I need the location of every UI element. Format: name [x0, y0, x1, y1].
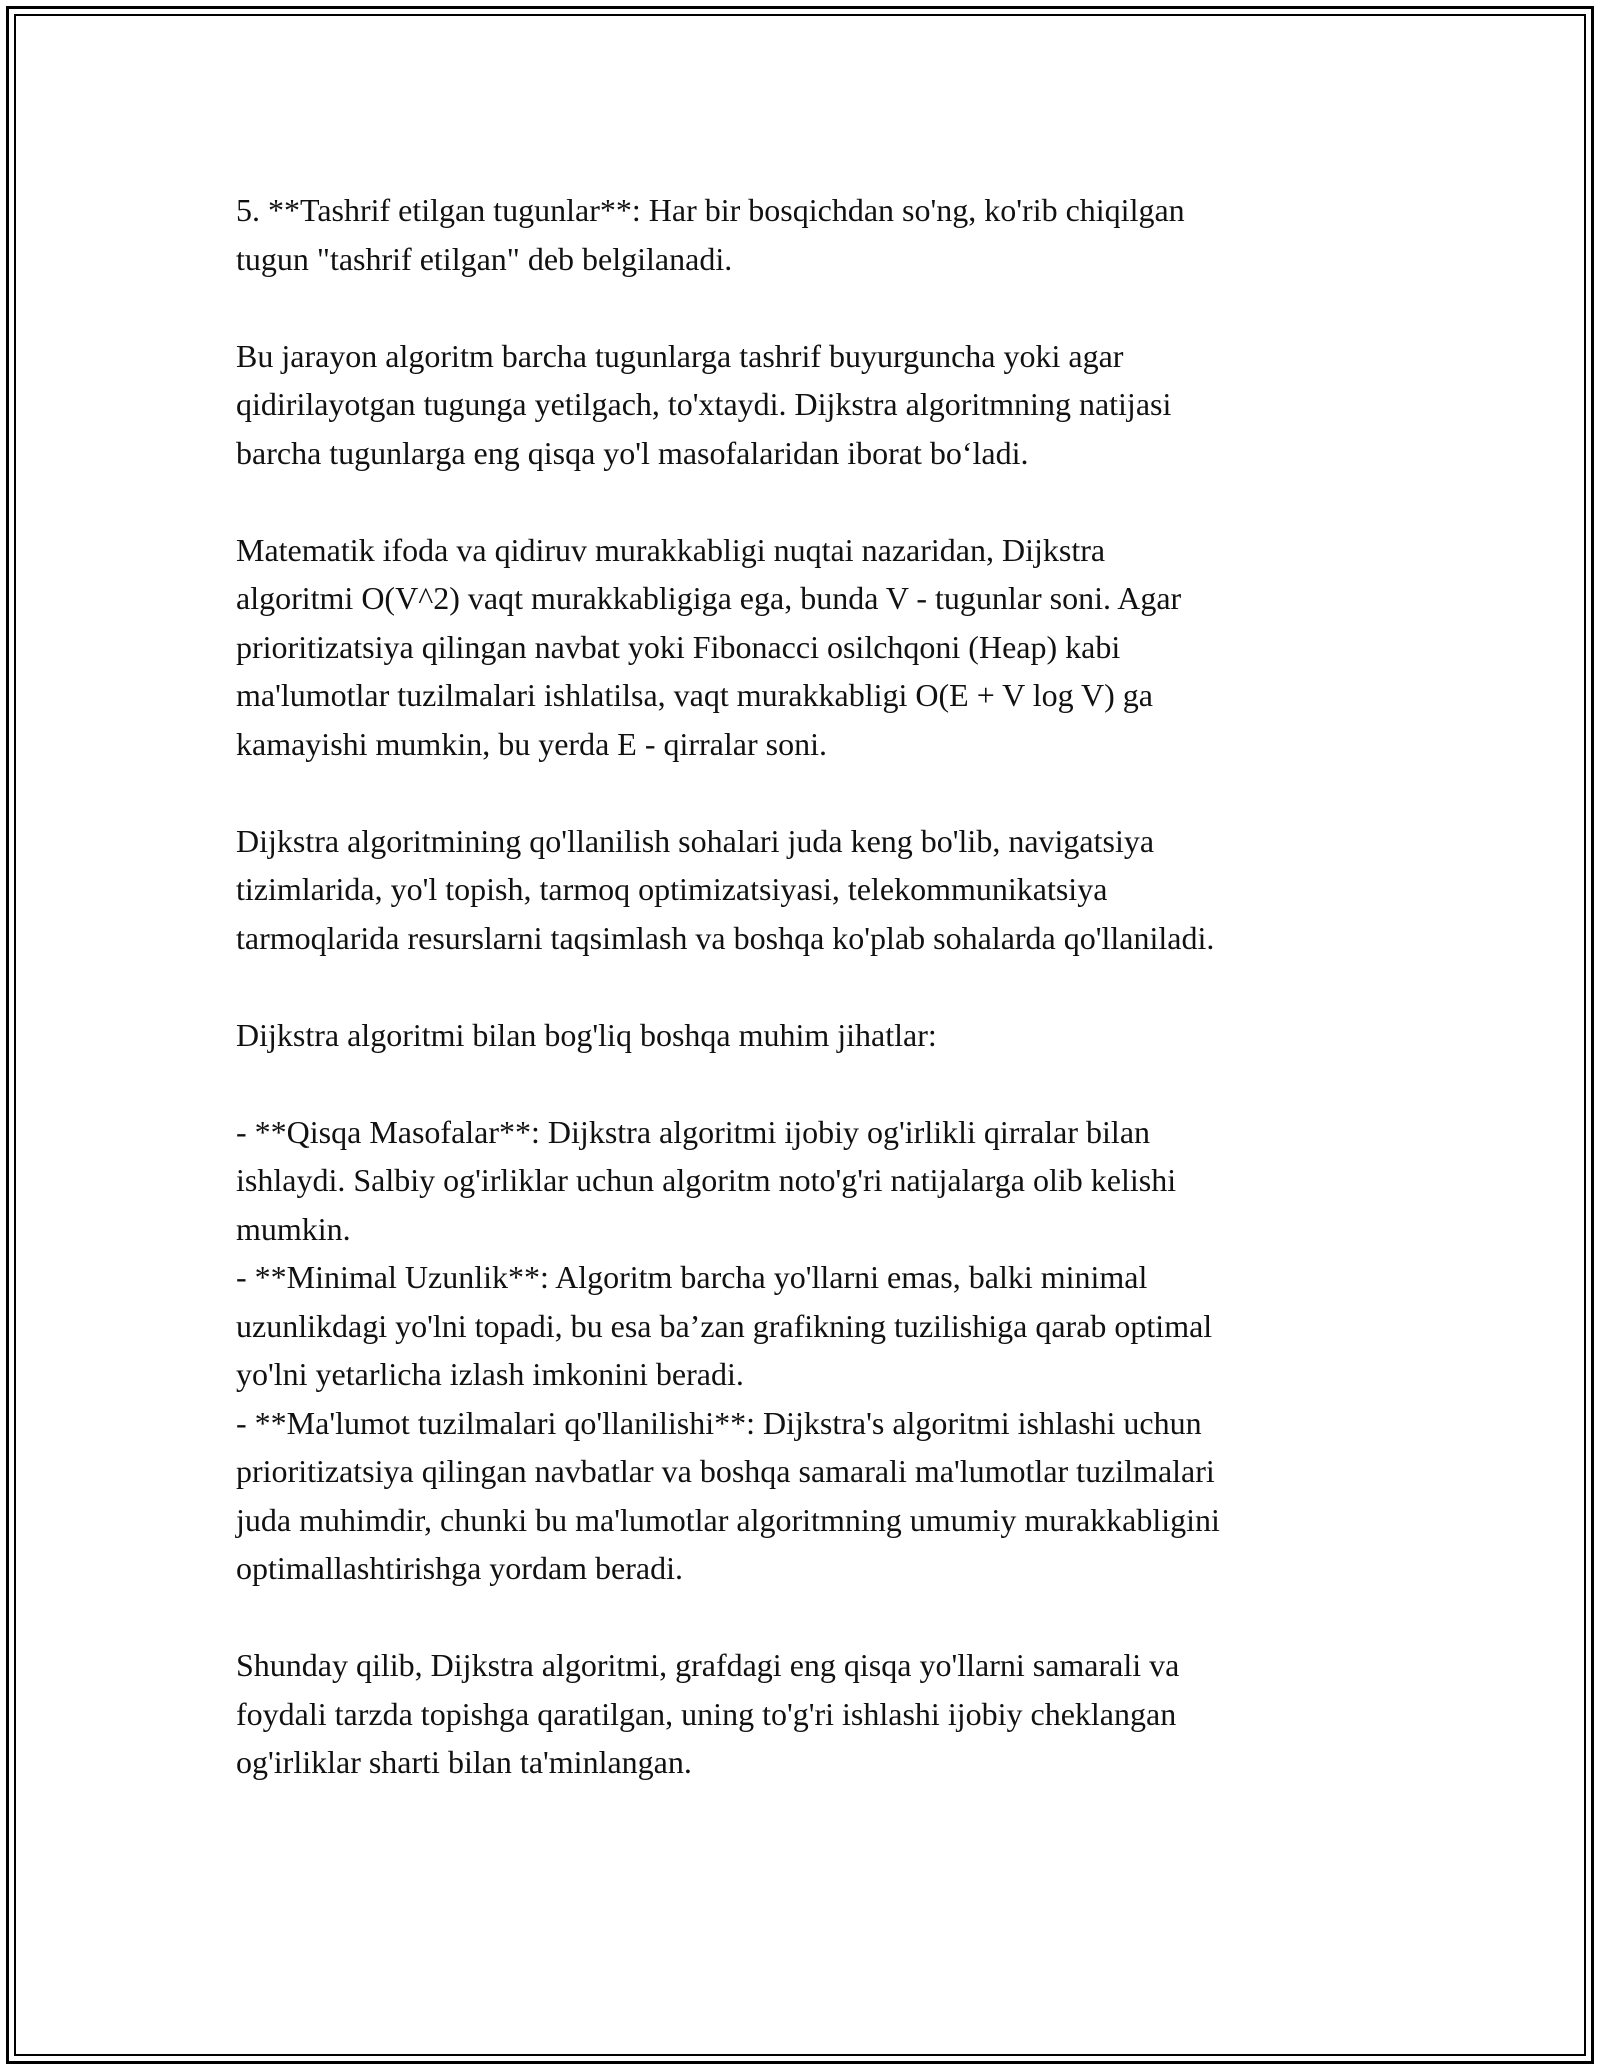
text-line: yo'lni yetarlicha izlash imkonini beradi.	[236, 1356, 744, 1392]
text-line: mumkin.	[236, 1210, 351, 1247]
text-line: 5. **Tashrif etilgan tugunlar**: Har bir bosqichdan so'ng, ko'rib chiqilgan	[236, 192, 1185, 228]
text-line: ma'lumotlar tuzilmalari ishlatilsa, vaqt murakkabligi O(E + V log V) ga	[236, 677, 1153, 713]
paragraph-conclusion	[236, 1641, 1396, 1787]
text-line: qidirilayotgan tugunga yetilgach, to'xtaydi. Dijkstra algoritmning natijasi	[236, 386, 1172, 422]
paragraph-applications	[236, 817, 1396, 963]
text-line: optimallashtirishga yordam beradi.	[236, 1550, 683, 1586]
paragraph-visited-nodes	[236, 186, 1396, 283]
paragraph-process-end	[236, 332, 1396, 478]
paragraph-aspects-list	[236, 1108, 1396, 1593]
text-line: Dijkstra algoritmining qo'llanilish sohalari juda keng bo'lib, navigatsiya	[236, 822, 1155, 859]
paragraph-gap	[236, 477, 1396, 526]
text-line: - **Minimal Uzunlik**: Algoritm barcha yo'llarni emas, balki minimal	[236, 1259, 1148, 1295]
paragraph-gap	[236, 768, 1396, 817]
text-line: foydali tarzda topishga qaratilgan, uning to'g'ri ishlashi ijobiy cheklangan	[236, 1695, 1177, 1732]
text-line: - **Ma'lumot tuzilmalari qo'llanilishi**: Dijkstra's algoritmi ishlashi uchun	[236, 1404, 1202, 1441]
text-line: Dijkstra algoritmi bilan bog'liq boshqa muhim jihatlar:	[236, 1016, 937, 1053]
text-line: tarmoqlarida resurslarni taqsimlash va boshqa ko'plab sohalarda qo'llaniladi.	[236, 919, 1215, 956]
paragraph-gap	[236, 1059, 1396, 1108]
text-line: kamayishi mumkin, bu yerda E - qirralar soni.	[236, 725, 827, 762]
text-line: prioritizatsiya qilingan navbatlar va boshqa samarali ma'lumotlar tuzilmalari	[236, 1453, 1215, 1489]
text-line: Shunday qilib, Dijkstra algoritmi, grafdagi eng qisqa yo'llarni samarali va	[236, 1647, 1180, 1683]
paragraph-gap	[236, 962, 1396, 1011]
text-line: juda muhimdir, chunki bu ma'lumotlar algoritmning umumiy murakkabligini	[236, 1501, 1220, 1538]
text-line: barcha tugunlarga eng qisqa yo'l masofalaridan iborat bo‘ladi.	[236, 434, 1029, 471]
paragraph-gap	[236, 1593, 1396, 1642]
text-line: tizimlarida, yo'l topish, tarmoq optimizatsiyasi, telekommunikatsiya	[236, 871, 1108, 907]
text-line: prioritizatsiya qilingan navbat yoki Fibonacci osilchqoni (Heap) kabi	[236, 628, 1121, 665]
text-line: Matematik ifoda va qidiruv murakkabligi nuqtai nazaridan, Dijkstra	[236, 531, 1106, 568]
document-body	[236, 186, 1396, 1787]
text-line: uzunlikdagi yo'lni topadi, bu esa ba’zan grafikning tuzilishiga qarab optimal	[236, 1307, 1213, 1344]
paragraph-gap	[236, 283, 1396, 332]
text-line: tugun "tashrif etilgan" deb belgilanadi.	[236, 240, 733, 277]
paragraph-complexity	[236, 526, 1396, 769]
text-line: - **Qisqa Masofalar**: Dijkstra algoritmi ijobiy og'irlikli qirralar bilan	[236, 1113, 1151, 1150]
text-line: algoritmi O(V^2) vaqt murakkabligiga ega, bunda V - tugunlar soni. Agar	[236, 580, 1182, 616]
text-line: Bu jarayon algoritm barcha tugunlarga tashrif buyurguncha yoki agar	[236, 337, 1124, 374]
paragraph-aspects-intro	[236, 1011, 1396, 1060]
text-line: ishlaydi. Salbiy og'irliklar uchun algoritm noto'g'ri natijalarga olib kelishi	[236, 1162, 1177, 1198]
text-line: og'irliklar sharti bilan ta'minlangan.	[236, 1744, 692, 1780]
